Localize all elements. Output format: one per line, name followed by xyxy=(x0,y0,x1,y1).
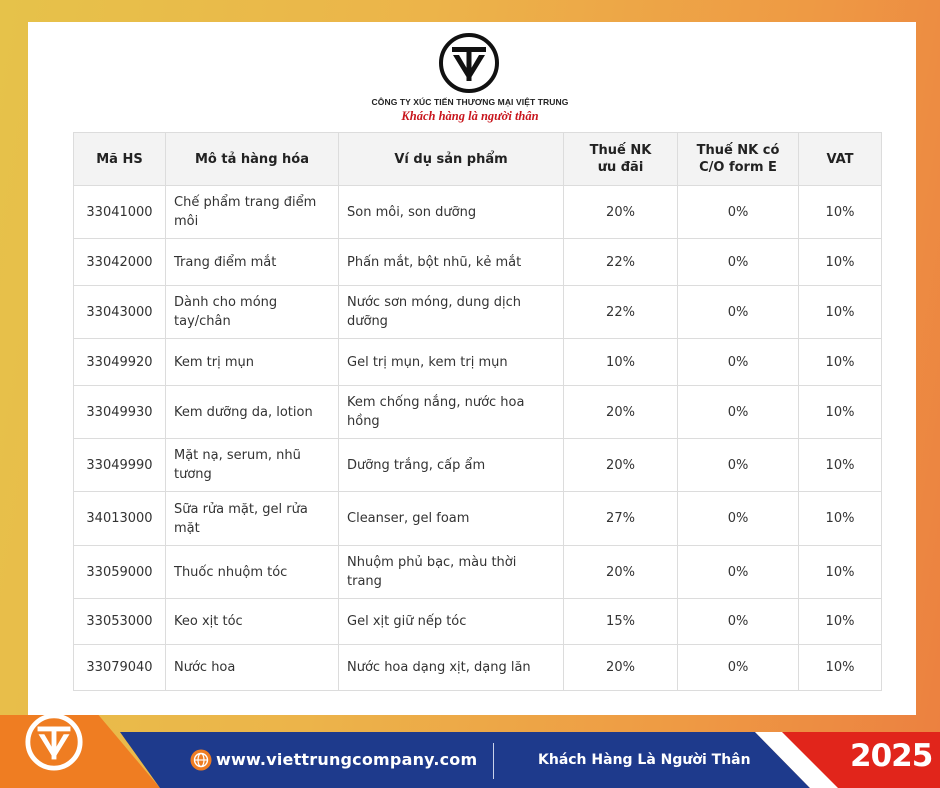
header-mfn-line1: Thuế NK xyxy=(589,143,652,158)
website-link[interactable]: www.viettrungcompany.com xyxy=(216,750,478,769)
company-name: CÔNG TY XÚC TIẾN THƯƠNG MẠI VIỆT TRUNG xyxy=(371,97,569,107)
cell-vat: 10% xyxy=(799,386,882,439)
cell-vat: 10% xyxy=(799,599,882,645)
header-hs-code: Mã HS xyxy=(74,133,166,186)
cell-description: Nước hoa xyxy=(166,645,339,691)
cell-hs-code: 33049930 xyxy=(74,386,166,439)
cell-co-tax: 0% xyxy=(678,286,799,339)
cell-example: Son môi, son dưỡng xyxy=(339,186,564,239)
header-co-line1: Thuế NK có xyxy=(696,143,780,158)
cell-description: Kem trị mụn xyxy=(166,339,339,386)
header-mfn-tax xyxy=(564,133,678,186)
cell-hs-code: 33053000 xyxy=(74,599,166,645)
table-row xyxy=(74,286,882,339)
cell-mfn-tax: 27% xyxy=(564,492,678,546)
cell-example: Nước sơn móng, dung dịch dưỡng xyxy=(339,286,564,339)
header-examples: Ví dụ sản phẩm xyxy=(339,133,564,186)
cell-co-tax: 0% xyxy=(678,239,799,286)
cell-hs-code: 33049990 xyxy=(74,439,166,492)
cell-description: Dành cho móng tay/chân xyxy=(166,286,339,339)
cell-example: Gel xịt giữ nếp tóc xyxy=(339,599,564,645)
cell-example: Phấn mắt, bột nhũ, kẻ mắt xyxy=(339,239,564,286)
cell-description: Keo xịt tóc xyxy=(166,599,339,645)
cell-co-tax: 0% xyxy=(678,645,799,691)
table-row xyxy=(74,439,882,492)
cell-example: Dưỡng trắng, cấp ẩm xyxy=(339,439,564,492)
cell-mfn-tax: 20% xyxy=(564,386,678,439)
cell-co-tax: 0% xyxy=(678,339,799,386)
cell-vat: 10% xyxy=(799,239,882,286)
cell-co-tax: 0% xyxy=(678,386,799,439)
table-row xyxy=(74,492,882,546)
table-row xyxy=(74,239,882,286)
cell-description: Chế phẩm trang điểm môi xyxy=(166,186,339,239)
table-row xyxy=(74,339,882,386)
cell-co-tax: 0% xyxy=(678,492,799,546)
cell-hs-code: 33042000 xyxy=(74,239,166,286)
cell-co-tax: 0% xyxy=(678,439,799,492)
cell-description: Mặt nạ, serum, nhũ tương xyxy=(166,439,339,492)
tariff-table xyxy=(73,132,882,691)
table-header-row xyxy=(74,133,882,186)
table-row xyxy=(74,186,882,239)
cell-hs-code: 34013000 xyxy=(74,492,166,546)
cell-vat: 10% xyxy=(799,186,882,239)
cell-description: Sữa rửa mặt, gel rửa mặt xyxy=(166,492,339,546)
table-row xyxy=(74,645,882,691)
cell-mfn-tax: 22% xyxy=(564,286,678,339)
cell-mfn-tax: 15% xyxy=(564,599,678,645)
company-slogan: Khách hàng là người thân xyxy=(401,109,539,123)
cell-mfn-tax: 22% xyxy=(564,239,678,286)
cell-vat: 10% xyxy=(799,439,882,492)
cell-description: Kem dưỡng da, lotion xyxy=(166,386,339,439)
cell-hs-code: 33041000 xyxy=(74,186,166,239)
cell-mfn-tax: 20% xyxy=(564,546,678,599)
cell-hs-code: 33049920 xyxy=(74,339,166,386)
table-row xyxy=(74,599,882,645)
cell-co-tax: 0% xyxy=(678,546,799,599)
cell-vat: 10% xyxy=(799,492,882,546)
header-co-tax xyxy=(678,133,799,186)
table-row xyxy=(74,386,882,439)
cell-example: Kem chống nắng, nước hoa hồng xyxy=(339,386,564,439)
cell-co-tax: 0% xyxy=(678,186,799,239)
cell-vat: 10% xyxy=(799,546,882,599)
cell-example: Nước hoa dạng xịt, dạng lăn xyxy=(339,645,564,691)
footer-year: 2025 xyxy=(850,738,933,774)
cell-mfn-tax: 20% xyxy=(564,645,678,691)
header-vat: VAT xyxy=(799,133,882,186)
cell-example: Cleanser, gel foam xyxy=(339,492,564,546)
cell-hs-code: 33079040 xyxy=(74,645,166,691)
cell-hs-code: 33059000 xyxy=(74,546,166,599)
footer-divider xyxy=(493,743,494,779)
header-co-line2: C/O form E xyxy=(699,160,777,175)
vt-logo-icon xyxy=(438,32,500,94)
cell-mfn-tax: 20% xyxy=(564,439,678,492)
cell-description: Trang điểm mắt xyxy=(166,239,339,286)
cell-mfn-tax: 20% xyxy=(564,186,678,239)
cell-vat: 10% xyxy=(799,339,882,386)
vt-logo-icon xyxy=(24,712,84,772)
cell-example: Nhuộm phủ bạc, màu thời trang xyxy=(339,546,564,599)
cell-vat: 10% xyxy=(799,286,882,339)
table-row xyxy=(74,546,882,599)
cell-hs-code: 33043000 xyxy=(74,286,166,339)
cell-mfn-tax: 10% xyxy=(564,339,678,386)
cell-co-tax: 0% xyxy=(678,599,799,645)
cell-vat: 10% xyxy=(799,645,882,691)
globe-icon xyxy=(190,749,212,771)
header-description: Mô tả hàng hóa xyxy=(166,133,339,186)
header-mfn-line2: ưu đãi xyxy=(597,160,644,175)
cell-description: Thuốc nhuộm tóc xyxy=(166,546,339,599)
footer-tagline: Khách Hàng Là Người Thân xyxy=(538,752,751,768)
cell-example: Gel trị mụn, kem trị mụn xyxy=(339,339,564,386)
